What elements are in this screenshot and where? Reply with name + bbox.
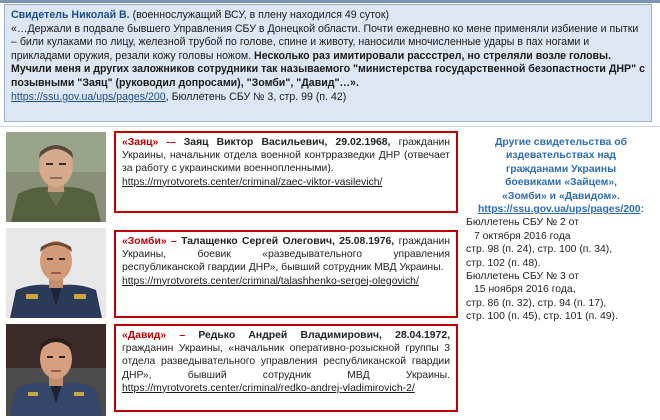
- portrait-photo-zayats: [6, 132, 106, 222]
- bulletin-line: стр. 100 (п. 45), стр. 101 (п. 49).: [466, 311, 618, 323]
- testimony-text: [11, 9, 645, 104]
- card-fullname: Редько Андрей Владимирович, 28.04.1972,: [185, 330, 450, 341]
- card-zayats: [114, 131, 458, 213]
- card-profile-link[interactable]: https://myrotvorets.center/criminal/talashhenko-sergej-olegovich/: [122, 275, 419, 287]
- card-description: гражданин Украины, начальник отдела военной контрразведки ДНР (отвечает за работу с украинскими военнопленными).: [122, 137, 450, 175]
- bulletin-line: Бюллетень СБУ № 3 от: [466, 271, 579, 283]
- witness-note: (военнослужащий ВСУ, в плену находился 49 суток): [129, 9, 389, 21]
- portrait-david-image: [6, 324, 106, 416]
- portrait-zombie-image: [6, 228, 106, 318]
- card-nickname: «Давид» –: [122, 330, 186, 341]
- bulletin-line: Бюллетень СБУ № 2 от: [466, 217, 579, 229]
- portrait-photo-zombie: [6, 228, 106, 318]
- portrait-photo-david: [6, 324, 106, 416]
- bulletin-line: 7 октября 2016 года: [474, 230, 571, 242]
- card-profile-link[interactable]: https://myrotvorets.center/criminal/redko-andrej-vladimirovich-2/: [122, 382, 415, 394]
- title-line: «Зомби» и «Давидом».: [502, 190, 620, 202]
- testimony-source-ref: , Бюллетень СБУ № 3, стр. 99 (п. 42): [165, 90, 347, 103]
- bulletin-line: стр. 86 (п. 32), стр. 94 (п. 17),: [466, 297, 607, 309]
- card-description: гражданин Украины, «начальник оперативно-розыскной группы 3 отдела разведывательного управления республиканской гвардии ДНР», бывший сотрудник МВД Украины.: [122, 343, 450, 381]
- testimony-plain-text: «…Держали в подвале бывшего Управления СБУ в Донецкой области. Почти ежедневно ко мене применяли избиение и пытки – били кулаками по лицу, железной трубой по голове, спине и животу, наносили мночисленные удары в пах ногами и прикладами оружия, резали кожу головы ножом.: [11, 22, 639, 62]
- title-line: издевательствах над: [505, 150, 617, 162]
- title-line: Другие свидетельства об: [495, 137, 627, 148]
- other-testimonies-panel: [466, 136, 656, 324]
- card-fullname: Талащенко Сергей Олегович, 25.08.1976,: [176, 236, 395, 247]
- bulletin-line: стр. 98 (п. 24), стр. 100 (п. 34),: [466, 244, 613, 256]
- title-line: боевиками «Зайцем»,: [504, 177, 618, 189]
- other-testimonies-title: [466, 136, 656, 216]
- card-nickname: «Зомби» –: [122, 236, 177, 247]
- bulletin-line: 15 ноября 2016 года,: [474, 284, 576, 296]
- bulletin-line: стр. 102 (п. 48).: [466, 257, 541, 269]
- other-testimonies-link[interactable]: https://ssu.gov.ua/ups/pages/200: [477, 204, 641, 216]
- top-banner-strip: [0, 0, 660, 3]
- card-zombie: [114, 230, 458, 318]
- testimony-quote-box: [4, 4, 652, 122]
- card-david: [114, 324, 458, 412]
- testimony-source-link[interactable]: https://ssu.gov.ua/ups/pages/200: [11, 90, 166, 103]
- title-line: гражданами Украины: [505, 163, 617, 175]
- section-divider: [0, 126, 660, 127]
- link-suffix: :: [640, 204, 645, 216]
- card-description: гражданин Украины, боевик «разведывательного управления республиканской гвардии ДНР», бывший сотрудник МВД Украины.: [122, 236, 450, 274]
- card-nickname: «Заяц» -–: [122, 137, 176, 148]
- card-profile-link[interactable]: https://myrotvorets.center/criminal/zaec-viktor-vasilevich/: [122, 176, 383, 188]
- witness-name: Свидетель Николай В.: [11, 9, 130, 21]
- testimony-bold-text: Несколько раз имитировали рассстрел, но стреляли возле головы. Мучили меня и других заложников сотрудники так называемого "министерства государственной безопастности ДНР" с позывными "Заяц" (руководил допросами), "Зомби", "Давид"…».: [11, 49, 645, 89]
- card-fullname: Заяц Виктор Васильевич, 29.02.1968,: [175, 137, 391, 148]
- portrait-zayats-image: [6, 132, 106, 222]
